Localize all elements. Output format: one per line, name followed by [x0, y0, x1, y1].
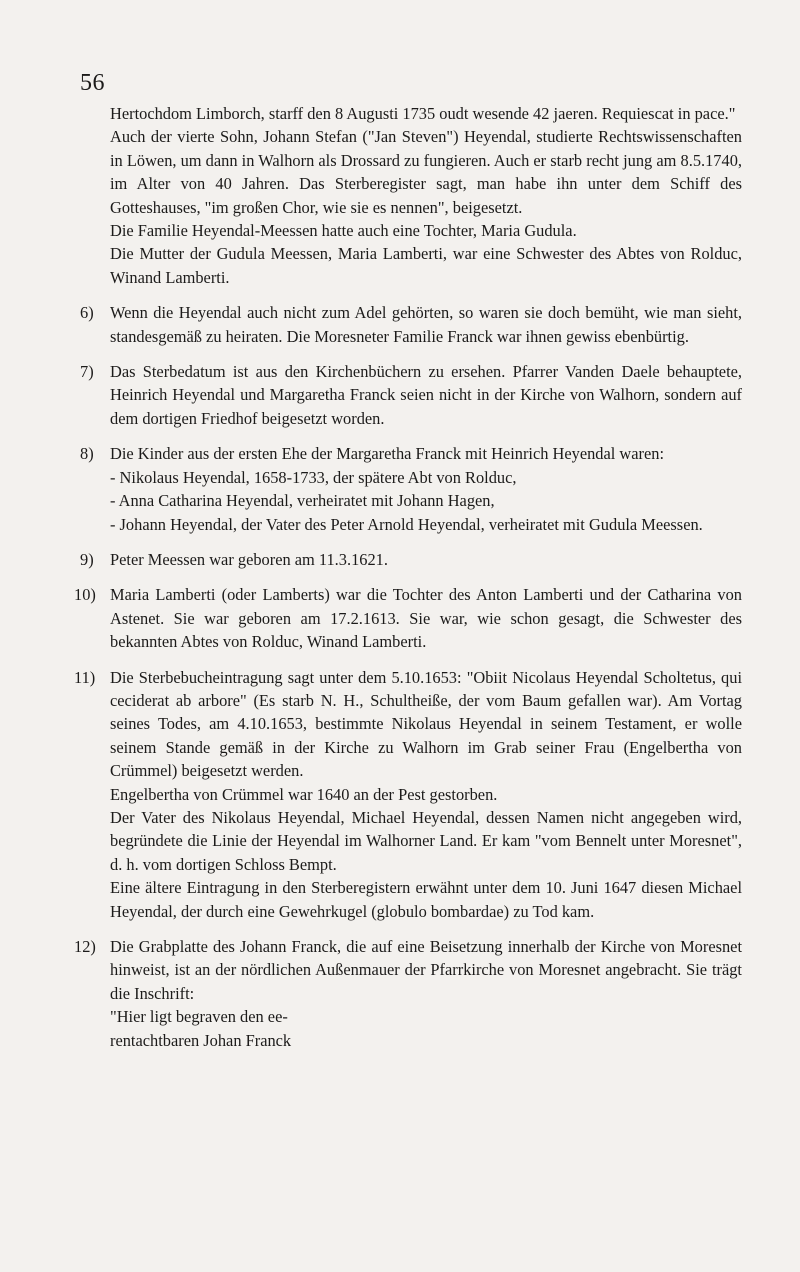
footnote-number: 11) — [74, 667, 96, 687]
list-item: - Anna Catharina Heyendal, verheiratet mit Johann Hagen, — [110, 491, 495, 511]
footnote-11 — [74, 666, 742, 923]
intro-paragraph: Hertochdom Limborch, starff den 8 Augusti 1735 oudt wesende 42 jaeren. Requiescat in pace." — [110, 104, 736, 123]
footnote-number: 10) — [74, 585, 96, 605]
footnote-8 — [80, 442, 742, 536]
footnote-number: 6) — [80, 303, 94, 323]
intro-paragraph: Die Familie Heyendal-Meessen hatte auch eine Tochter, Maria Gudula. — [110, 221, 577, 241]
inscription-line: rentachtbaren Johan Franck — [110, 1030, 292, 1050]
footnote-9 — [80, 548, 742, 571]
footnote-number: 12) — [74, 937, 96, 956]
footnote-number: 7) — [80, 362, 94, 382]
page-body — [74, 102, 742, 1052]
footnote-number: 9) — [80, 549, 94, 569]
footnote-text: Eine ältere Eintragung in den Sterberegistern erwähnt unter dem 10. Juni 1647 diesen Michael Heyendal, der durch eine Gewehrkugel (globulo bombardae) zu Tod kam. — [110, 878, 742, 921]
footnote-text: Die Grabplatte des Johann Franck, die auf eine Beisetzung innerhalb der Kirche von Moresnet hinweist, ist an der nördlichen Außenmauer der Pfarrkirche von Moresnet angebracht. Sie trägt die Inschrift: — [110, 937, 742, 1003]
footnote-6 — [80, 301, 742, 348]
page-number: 56 — [80, 70, 105, 96]
footnote-text: Die Kinder aus der ersten Ehe der Margaretha Franck mit Heinrich Heyendal waren: — [110, 444, 665, 464]
footnote-7 — [80, 360, 742, 430]
footnote-text: Engelbertha von Crümmel war 1640 an der Pest gestorben. — [110, 784, 498, 804]
intro-paragraph: Die Mutter der Gudula Meessen, Maria Lamberti, war eine Schwester des Abtes von Rolduc, Winand Lamberti. — [110, 244, 742, 287]
footnote-text: Die Sterbebucheintragung sagt unter dem 5.10.1653: "Obiit Nicolaus Heyendal Scholtetus, qui ceciderat ab arbore" (Es starb N. H., Schultheiße, der vom Baum gefallen war). Am Vortag seines Todes, am 4.10.1653, bestimmte Nikolaus Heyendal in seinem Testament, er wolle seinem Stande gemäß in der Kirche zu Walhorn im Grab seiner Frau (Engelbertha von Crümmel) beigesetzt werden. — [110, 667, 742, 781]
footnote-text: Maria Lamberti (oder Lamberts) war die Tochter des Anton Lamberti und der Catharina von Astenet. Sie war geboren am 17.2.1613. Sie war, wie schon gesagt, die Schwester des bekannten Abtes von Rolduc, Winand Lamberti. — [110, 585, 742, 652]
footnote-12 — [74, 935, 742, 1052]
list-item: - Johann Heyendal, der Vater des Peter Arnold Heyendal, verheiratet mit Gudula Meessen. — [110, 514, 703, 534]
inscription-line: "Hier ligt begraven den ee- — [110, 1007, 288, 1027]
list-item: - Nikolaus Heyendal, 1658-1733, der spätere Abt von Rolduc, — [110, 467, 517, 487]
intro-text — [110, 102, 742, 289]
footnote-text: Peter Meessen war geboren am 11.3.1621. — [110, 549, 388, 569]
children-list — [110, 466, 742, 536]
footnote-text: Wenn die Heyendal auch nicht zum Adel gehörten, so waren sie doch bemüht, wie man sieht, standesgemäß zu heiraten. Die Moresneter Familie Franck war ihnen gewiss ebenbürtig. — [110, 303, 742, 346]
footnote-text: Der Vater des Nikolaus Heyendal, Michael Heyendal, dessen Namen nicht angegeben wird, begründete die Linie der Heyendal im Walhorner Land. Er kam "vom Bennelt unter Moresnet", d. h. vom dortigen Schloss Bempt. — [110, 807, 742, 874]
footnote-text: Das Sterbedatum ist aus den Kirchenbüchern zu ersehen. Pfarrer Vanden Daele behauptete, Heinrich Heyendal und Margaretha Franck seien nicht in der Kirche von Walhorn, sondern auf dem dortigen Friedhof beigesetzt worden. — [110, 362, 742, 428]
intro-paragraph: Auch der vierte Sohn, Johann Stefan ("Jan Steven") Heyendal, studierte Rechtswissenschaften in Löwen, um dann in Walhorn als Drossard zu fungieren. Auch er starb recht jung am 8.5.1740, im Alter von 40 Jahren. Das Sterberegister sagt, man habe ihn unter dem Schiff des Gotteshauses, "im großen Chor, wie sie es nennen", beigesetzt. — [110, 127, 742, 217]
footnote-number: 8) — [80, 444, 94, 464]
footnote-10 — [74, 583, 742, 653]
